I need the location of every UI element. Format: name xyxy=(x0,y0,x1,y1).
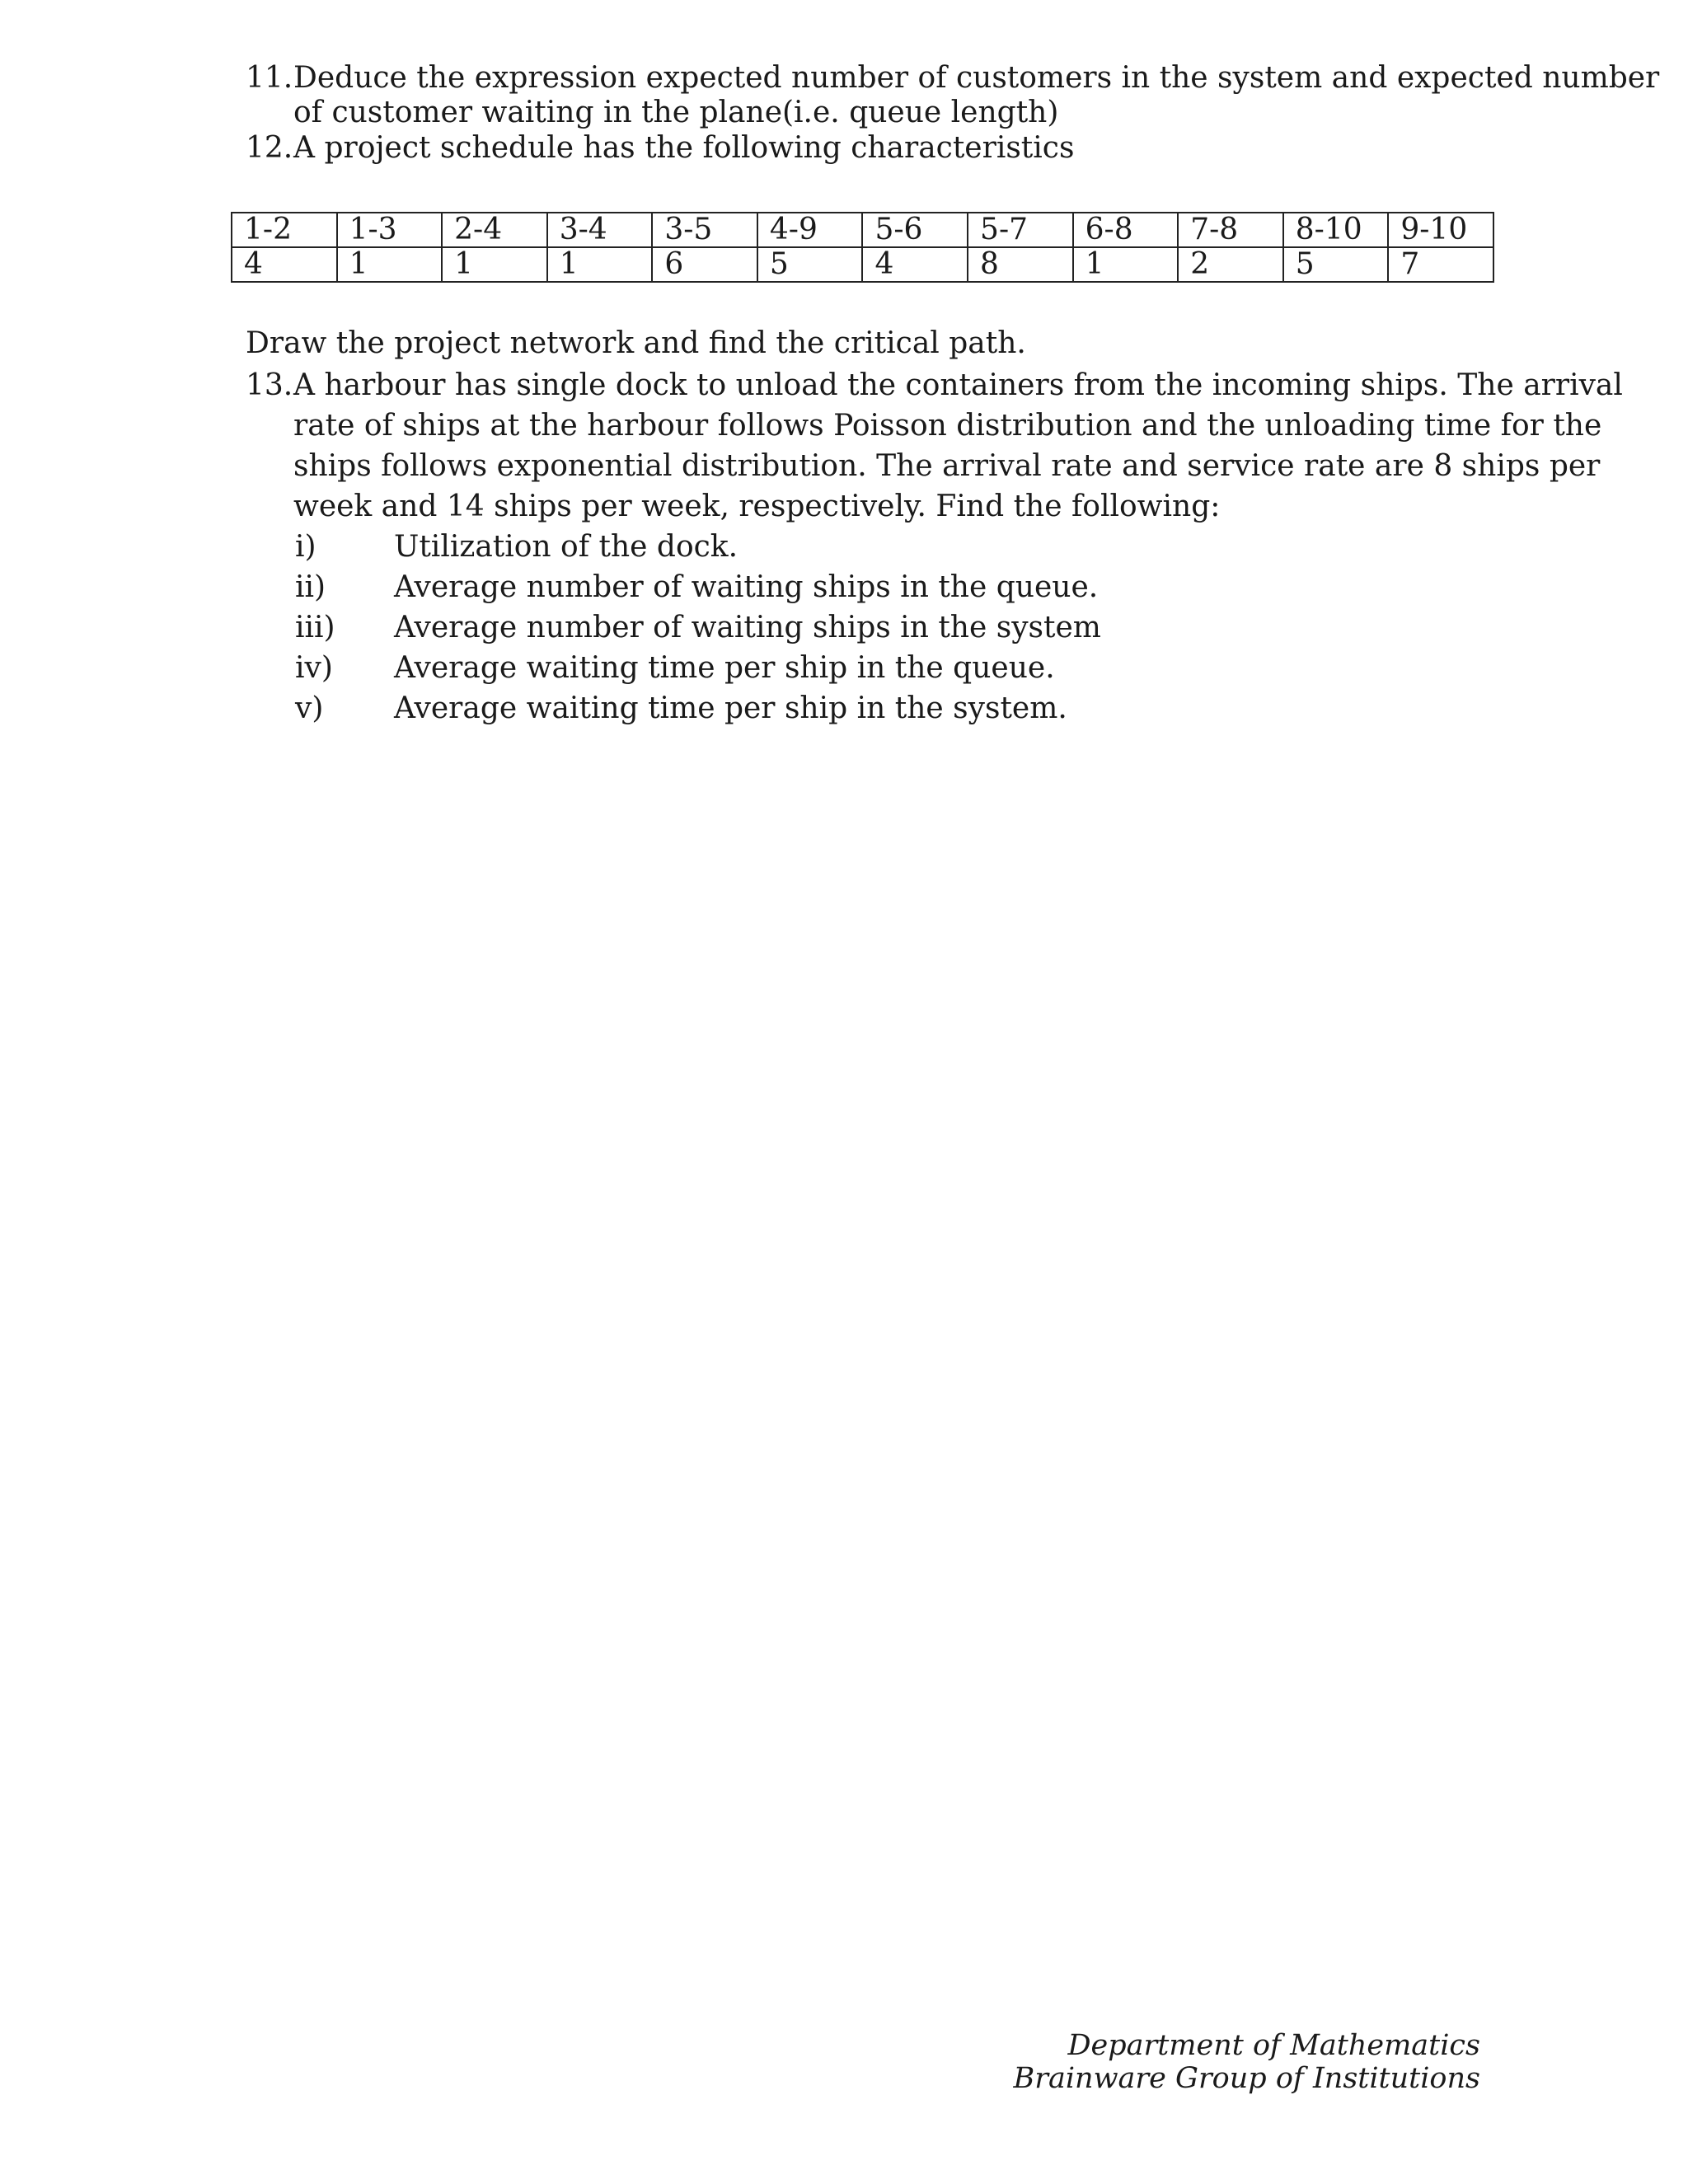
question-13-number: 13. xyxy=(246,368,293,402)
duration-cell: 5 xyxy=(1283,247,1389,282)
project-schedule-table xyxy=(231,212,1494,283)
question-12-instruction: Draw the project network and find the critical path. xyxy=(246,326,1026,360)
item-label: iv) xyxy=(295,651,333,685)
activity-cell: 2-4 xyxy=(442,213,547,247)
question-11-text-1: Deduce the expression expected number of customers in the system and expected number xyxy=(293,61,1660,95)
question-11-line-2: of customer waiting in the plane(i.e. queue length) xyxy=(293,96,1059,129)
item-label: v) xyxy=(295,691,324,725)
item-text: Average waiting time per ship in the queue. xyxy=(394,651,1055,685)
duration-row xyxy=(232,247,1493,282)
question-13-line-1 xyxy=(246,365,1623,406)
duration-cell: 1 xyxy=(547,247,653,282)
activity-cell: 5-7 xyxy=(968,213,1073,247)
activity-cell: 5-6 xyxy=(862,213,968,247)
question-13-line-3: ships follows exponential distribution. The arrival rate and service rate are 8 ships per xyxy=(293,449,1601,483)
duration-cell: 7 xyxy=(1388,247,1493,282)
item-label: i) xyxy=(295,530,316,564)
duration-cell: 4 xyxy=(232,247,337,282)
item-label: ii) xyxy=(295,570,326,604)
question-13-text-1: A harbour has single dock to unload the containers from the incoming ships. The arrival xyxy=(293,368,1623,402)
duration-cell: 4 xyxy=(862,247,968,282)
activity-cell: 4-9 xyxy=(757,213,863,247)
duration-cell: 8 xyxy=(968,247,1073,282)
activity-cell: 3-4 xyxy=(547,213,653,247)
question-13-line-2: rate of ships at the harbour follows Poisson distribution and the unloading time for the xyxy=(293,409,1602,443)
footer-institution: Brainware Group of Institutions xyxy=(1013,2062,1480,2095)
duration-cell: 1 xyxy=(442,247,547,282)
activity-cell: 1-3 xyxy=(337,213,443,247)
question-11-number: 11. xyxy=(246,61,293,95)
activity-cell: 1-2 xyxy=(232,213,337,247)
activity-cell: 9-10 xyxy=(1388,213,1493,247)
item-text: Average number of waiting ships in the queue. xyxy=(394,570,1099,604)
duration-cell: 5 xyxy=(757,247,863,282)
question-12-text-1: A project schedule has the following characteristics xyxy=(293,131,1075,165)
duration-cell: 1 xyxy=(1073,247,1179,282)
question-13-line-4: week and 14 ships per week, respectively. Find the following: xyxy=(293,490,1221,523)
item-label: iii) xyxy=(295,611,335,644)
question-12-line-1 xyxy=(246,128,1074,169)
question-12-number: 12. xyxy=(246,131,293,165)
activity-cell: 3-5 xyxy=(652,213,757,247)
activity-row xyxy=(232,213,1493,247)
duration-cell: 1 xyxy=(337,247,443,282)
activity-cell: 8-10 xyxy=(1283,213,1389,247)
item-text: Utilization of the dock. xyxy=(394,530,738,564)
footer-department: Department of Mathematics xyxy=(1067,2029,1480,2062)
duration-cell: 6 xyxy=(652,247,757,282)
item-text: Average number of waiting ships in the system xyxy=(394,611,1101,644)
activity-cell: 6-8 xyxy=(1073,213,1179,247)
duration-cell: 2 xyxy=(1178,247,1283,282)
activity-cell: 7-8 xyxy=(1178,213,1283,247)
item-text: Average waiting time per ship in the system. xyxy=(394,691,1067,725)
